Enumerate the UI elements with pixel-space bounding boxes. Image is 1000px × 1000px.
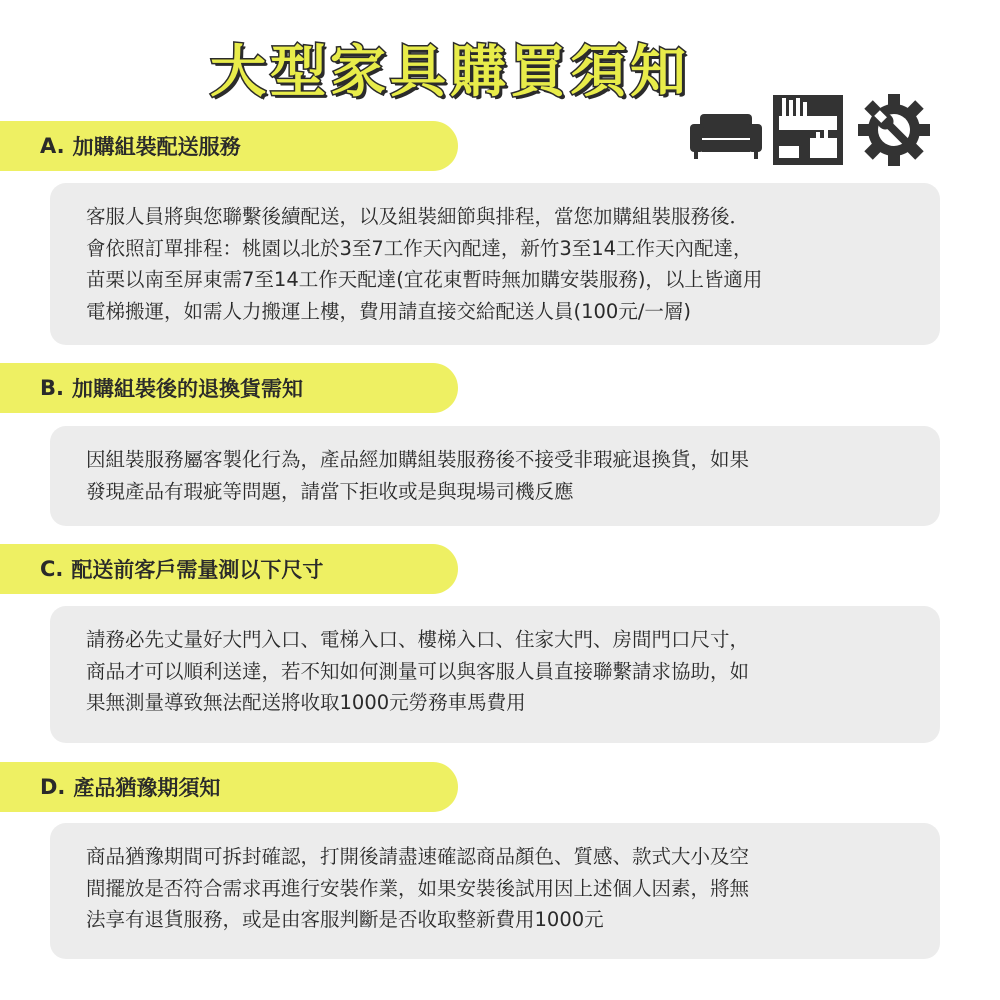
body-line: 間擺放是否符合需求再進行安裝作業，如果安裝後試用因上述個人因素，將無: [86, 876, 750, 900]
header-icons: [684, 92, 934, 170]
body-line: 苗栗以南至屏東需7至14工作天配達(宜花東暫時無加購安裝服務)，以上皆適用: [86, 268, 763, 291]
body-line: 商品才可以順利送達，若不知如何測量可以與客服人員直接聯繫請求協助，如: [86, 659, 750, 683]
section-letter: A.: [40, 134, 65, 158]
body-line: 會依照訂單排程：桃園以北於3至7工作天內配達，新竹3至14工作天內配達，: [86, 236, 753, 260]
section-b-body: [50, 426, 940, 526]
section-heading: 產品猶豫期須知: [73, 776, 221, 800]
page-title: 大型家具購買須知: [210, 40, 690, 105]
section-heading: 配送前客戶需量測以下尺寸: [71, 558, 324, 582]
section-letter: D.: [40, 775, 66, 799]
body-line: 客服人員將與您聯繫後續配送，以及組裝細節與排程，當您加購組裝服務後．: [86, 205, 750, 228]
body-line: 因組裝服務屬客製化行為，產品經加購組裝服務後不接受非瑕疵退換貨，如果: [86, 448, 750, 471]
section-letter: C.: [40, 557, 64, 581]
section-a-body: [50, 183, 940, 345]
section-d-header: [0, 762, 458, 812]
section-c-body: [50, 606, 940, 743]
section-c-header: [0, 544, 458, 594]
body-line: 請務必先丈量好大門入口、電梯入口、樓梯入口、住家大門、房間門口尺寸，: [86, 628, 750, 651]
body-line: 發現產品有瑕疵等問題，請當下拒收或是與現場司機反應: [86, 479, 574, 503]
body-line: 果無測量導致無法配送將收取1000元勞務車馬費用: [86, 691, 526, 714]
body-line: 電梯搬運，如需人力搬運上樓，費用請直接交給配送人員(100元/一層): [86, 299, 692, 323]
section-d-body: [50, 823, 940, 959]
section-a-header: [0, 121, 458, 171]
section-b-header: [0, 363, 458, 413]
body-line: 法享有退貨服務，或是由客服判斷是否收取整新費用1000元: [86, 908, 604, 931]
body-line: 商品猶豫期間可拆封確認，打開後請盡速確認商品顏色、質感、款式大小及空: [86, 845, 750, 868]
bookshelf-icon: [772, 94, 844, 166]
sofa-icon: [688, 110, 764, 160]
gear-wrench-icon: [856, 92, 932, 168]
section-letter: B.: [40, 376, 64, 400]
section-heading: 加購組裝配送服務: [72, 135, 241, 159]
section-heading: 加購組裝後的退換貨需知: [71, 377, 303, 401]
